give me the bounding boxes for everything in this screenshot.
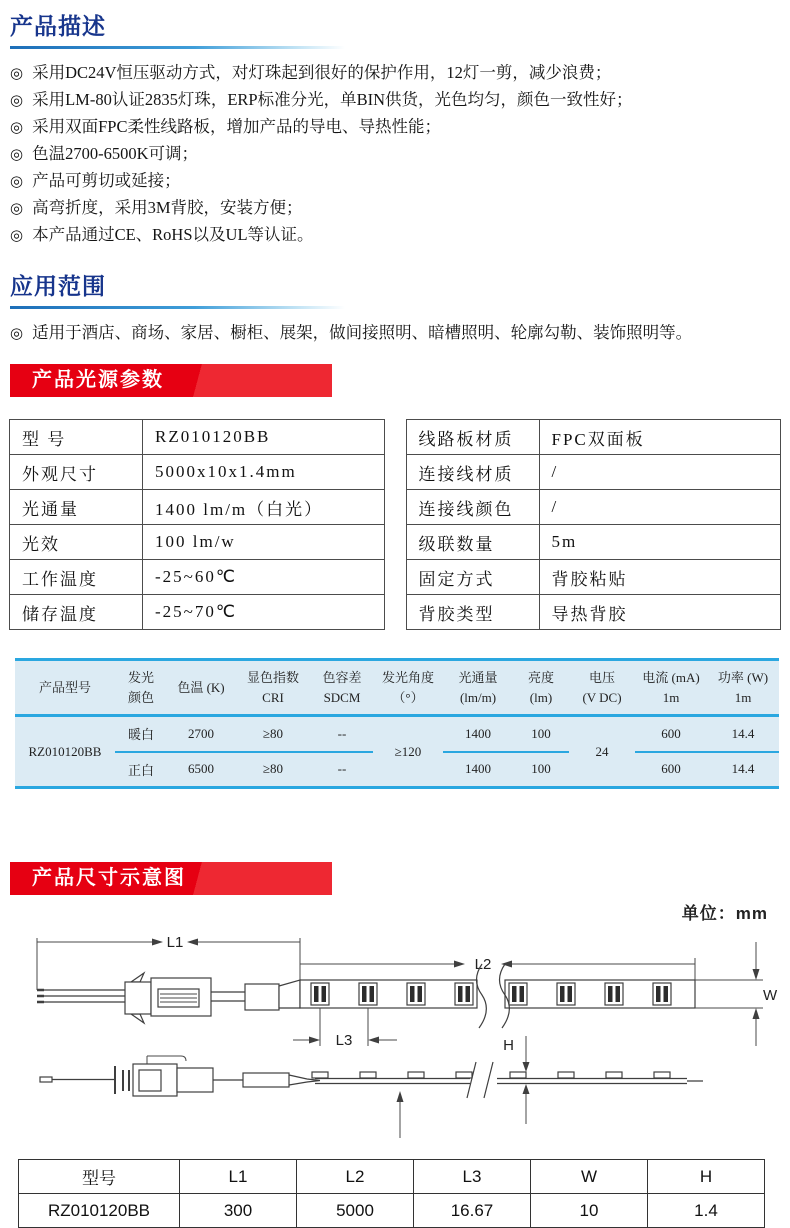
col-header: 亮度 (lm) (513, 660, 569, 716)
table-row (10, 490, 385, 525)
cell-l1: 300 (180, 1194, 297, 1228)
cell-sdcm: -- (311, 752, 373, 788)
list-item (10, 60, 780, 87)
col-header: 色容差 SDCM (311, 660, 373, 716)
arrowhead-icon (501, 961, 512, 968)
spec-value: 背胶粘贴 (539, 560, 781, 595)
list-item (10, 87, 780, 114)
spec-label: 连接线颜色 (406, 490, 539, 525)
arrowhead-icon (309, 1037, 320, 1044)
section-description (0, 0, 790, 249)
cell-sdcm: -- (337, 725, 347, 741)
bullet-text: 产品可剪切或延接； (32, 171, 181, 190)
spec-label: 级联数量 (406, 525, 539, 560)
banner-dimensions (10, 862, 332, 895)
bullet-marker-icon: ◎ (10, 66, 24, 82)
voltage-cell: 24 (595, 743, 609, 759)
dimension-table (18, 1159, 765, 1228)
col-header: 发光角度 （°） (373, 660, 443, 716)
cell-power: 14.4 (707, 752, 779, 788)
spec-value: FPC双面板 (539, 420, 781, 455)
cell-brightness: 100 (531, 725, 551, 741)
table-row (10, 525, 385, 560)
arrowhead-icon (454, 961, 465, 968)
col-header: 功率 (W) 1m (707, 660, 779, 716)
connector-latch (131, 973, 144, 982)
connector-latch (131, 1014, 144, 1023)
bullet-text: 色温2700-6500K可调； (32, 144, 199, 163)
model-cell: RZ010120BB (28, 743, 102, 759)
lead-wires (41, 990, 125, 1002)
spec-label: 线路板材质 (406, 420, 539, 455)
bullet-marker-icon: ◎ (10, 326, 24, 342)
arrowhead-icon (753, 1008, 760, 1019)
table-row (406, 490, 781, 525)
cell-power: 14.4 (731, 725, 755, 741)
connector-wires (211, 992, 245, 1001)
section-application (0, 249, 790, 347)
spec-value: / (539, 455, 781, 490)
col-header: H (648, 1160, 765, 1194)
table-row (10, 595, 385, 630)
section-title-application: 应用范围 (10, 273, 106, 299)
list-item (10, 114, 780, 141)
table-row (406, 560, 781, 595)
cell-color: 正白 (115, 752, 167, 788)
spec-value: RZ010120BB (143, 420, 385, 455)
spec-label: 储存温度 (10, 595, 143, 630)
spec-value: 5000x10x1.4mm (143, 455, 385, 490)
spec-value: -25~70℃ (143, 595, 385, 630)
connector-housing2 (177, 1068, 213, 1092)
connector-latch (147, 1056, 186, 1064)
cell-model: RZ010120BB (19, 1194, 180, 1228)
bullet-text: 采用LM-80认证2835灯珠，ERP标准分光，单BIN供货，光色均匀，颜色一致性好； (32, 90, 633, 109)
cell-h: 1.4 (648, 1194, 765, 1228)
cell-cct: 6500 (167, 752, 235, 788)
connector-male (125, 982, 151, 1014)
application-bullet-list (10, 320, 780, 347)
bullet-marker-icon: ◎ (10, 228, 24, 244)
title-underline (10, 306, 345, 309)
col-header: L1 (180, 1160, 297, 1194)
connector-inner (139, 1070, 161, 1091)
table-row (10, 455, 385, 490)
cell-brightness: 100 (513, 752, 569, 788)
section-title-description: 产品描述 (10, 13, 106, 39)
dimension-diagram (15, 928, 780, 1143)
list-item (10, 141, 780, 168)
spec-table-right (406, 419, 782, 630)
col-header: W (531, 1160, 648, 1194)
col-header: 电流 (mA) 1m (635, 660, 707, 716)
spec-value: 100 lm/w (143, 525, 385, 560)
col-header: L2 (297, 1160, 414, 1194)
list-item (10, 320, 780, 347)
connector-bars (115, 1066, 129, 1094)
led-chips (311, 983, 671, 1005)
bullet-text: 采用DC24V恒压驱动方式，对灯珠起到很好的保护作用，12灯一剪，减少浪费； (32, 63, 612, 82)
spec-value: 1400 lm/m（白光） (143, 490, 385, 525)
spec-label: 光通量 (10, 490, 143, 525)
cell-cri: ≥80 (235, 752, 311, 788)
table-row (406, 525, 781, 560)
arrowhead-icon (753, 969, 760, 980)
col-header: 显色指数 CRI (235, 660, 311, 716)
bullet-text: 高弯折度，采用3M背胶，安装方便； (32, 198, 303, 217)
col-header: 产品型号 (15, 660, 115, 716)
list-item (10, 222, 780, 249)
bullet-marker-icon: ◎ (10, 201, 24, 217)
banner-label: 产品尺寸示意图 (32, 867, 186, 889)
col-header: 光通量 (lm/m) (443, 660, 513, 716)
col-header: 色温 (K) (167, 660, 235, 716)
arrowhead-icon (523, 1084, 530, 1094)
beam-angle-cell: ≥120 (394, 743, 422, 759)
cell-flux: 1400 (443, 752, 513, 788)
col-header: 电压 (V DC) (569, 660, 635, 716)
dim-label-l2: L2 (474, 956, 492, 973)
bullet-marker-icon: ◎ (10, 120, 24, 136)
spec-value: -25~60℃ (143, 560, 385, 595)
table-row (15, 716, 779, 752)
list-item (10, 168, 780, 195)
cell-current: 600 (661, 725, 681, 741)
dim-label-w: W (763, 987, 778, 1004)
table-row (10, 420, 385, 455)
spec-label: 型 号 (10, 420, 143, 455)
end-cap-side (243, 1073, 289, 1087)
bullet-text: 适用于酒店、商场、家居、橱柜、展架，做间接照明、暗槽照明、轮廓勾勒、装饰照明等。 (32, 323, 693, 342)
dim-label-h: H (503, 1037, 514, 1054)
spec-label: 固定方式 (406, 560, 539, 595)
cell-w: 10 (531, 1194, 648, 1228)
led-bumps-side (312, 1072, 670, 1078)
arrowhead-icon (368, 1037, 379, 1044)
banner-label: 产品光源参数 (32, 369, 164, 391)
col-header: 发光 颜色 (115, 660, 167, 716)
table-row (406, 455, 781, 490)
cell-current: 600 (635, 752, 707, 788)
strip-neck (279, 980, 300, 1008)
table-row (406, 420, 781, 455)
dim-label-l1: L1 (166, 934, 184, 951)
banner-light-params (10, 364, 332, 397)
spec-value: 5m (539, 525, 781, 560)
arrowhead-icon (523, 1062, 530, 1072)
end-cap (245, 984, 279, 1010)
title-underline (10, 46, 345, 49)
cell-cri: ≥80 (262, 725, 284, 741)
spec-label: 背胶类型 (406, 595, 539, 630)
bullet-text: 采用双面FPC柔性线路板，增加产品的导电、导热性能； (32, 117, 441, 136)
col-header: L3 (414, 1160, 531, 1194)
bullet-marker-icon: ◎ (10, 93, 24, 109)
arrowhead-icon (152, 939, 163, 946)
wire-tip (40, 1077, 52, 1082)
col-header: 型号 (19, 1160, 180, 1194)
cell-flux: 1400 (465, 725, 491, 741)
spec-value: 导热背胶 (539, 595, 781, 630)
description-bullet-list (10, 60, 780, 249)
bullet-marker-icon: ◎ (10, 147, 24, 163)
led-strip-side-view (315, 1079, 703, 1084)
cell-color: 暖白 (127, 727, 154, 743)
photometric-header-row (15, 660, 779, 716)
spec-label: 光效 (10, 525, 143, 560)
spec-label: 工作温度 (10, 560, 143, 595)
dimension-header-row (19, 1160, 765, 1194)
spec-tables (9, 419, 781, 630)
cell-l2: 5000 (297, 1194, 414, 1228)
dim-label-l3: L3 (335, 1032, 353, 1049)
list-item (10, 195, 780, 222)
spec-table-left (9, 419, 385, 630)
spec-label: 外观尺寸 (10, 455, 143, 490)
table-row (19, 1194, 765, 1228)
unit-note: 单位：mm (681, 904, 768, 923)
cell-l3: 16.67 (414, 1194, 531, 1228)
photometric-table (15, 658, 779, 789)
cell-cct: 2700 (188, 725, 214, 741)
arrowhead-icon (187, 939, 198, 946)
bullet-text: 本产品通过CE、RoHS以及UL等认证。 (32, 225, 314, 244)
pointer-arrow-icon (397, 1091, 404, 1102)
bullet-marker-icon: ◎ (10, 174, 24, 190)
table-row (10, 560, 385, 595)
spec-label: 连接线材质 (406, 455, 539, 490)
break-symbol-side (467, 1062, 493, 1098)
table-row (406, 595, 781, 630)
break-symbol (477, 964, 487, 1028)
spec-value: / (539, 490, 781, 525)
